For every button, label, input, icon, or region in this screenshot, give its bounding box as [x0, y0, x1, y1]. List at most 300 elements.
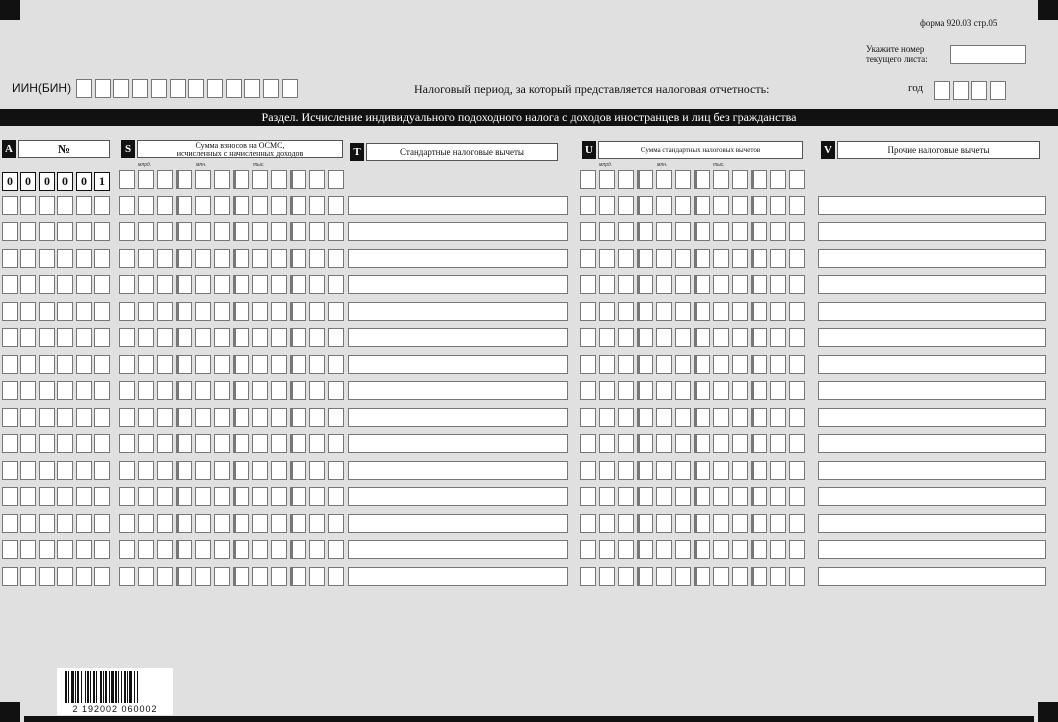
u-amount-cell[interactable] — [580, 222, 596, 241]
s-amount-cell[interactable] — [309, 275, 325, 294]
s-amount-cell[interactable] — [176, 275, 192, 294]
u-amount-cell[interactable] — [732, 408, 748, 427]
s-amount-cell[interactable] — [233, 408, 249, 427]
u-amount-cell[interactable] — [789, 328, 805, 347]
u-amount-cell[interactable] — [637, 540, 653, 559]
s-amount-cell[interactable] — [290, 249, 306, 268]
row-number-cell[interactable] — [2, 222, 18, 241]
s-amount-cell[interactable] — [233, 249, 249, 268]
u-amount-cell[interactable] — [599, 302, 615, 321]
u-amount-cell[interactable] — [637, 275, 653, 294]
s-amount-cell[interactable] — [328, 381, 344, 400]
s-amount-cell[interactable] — [176, 514, 192, 533]
row-number-cell[interactable] — [39, 222, 55, 241]
u-amount-cell[interactable] — [618, 249, 634, 268]
u-amount-cell[interactable] — [713, 249, 729, 268]
s-amount-cell[interactable] — [309, 196, 325, 215]
u-amount-cell[interactable] — [713, 355, 729, 374]
s-amount-cell[interactable] — [252, 461, 268, 480]
u-amount-cell[interactable] — [751, 275, 767, 294]
v-deduction-select[interactable] — [818, 408, 1046, 427]
s-amount-cell[interactable] — [233, 275, 249, 294]
u-amount-cell[interactable] — [580, 275, 596, 294]
u-amount-cell[interactable] — [675, 434, 691, 453]
row-number-cell[interactable] — [2, 461, 18, 480]
s-amount-cell[interactable] — [157, 222, 173, 241]
t-deduction-select[interactable] — [348, 275, 568, 294]
s-amount-cell[interactable] — [214, 408, 230, 427]
s-amount-cell[interactable] — [195, 567, 211, 586]
row-number-cell[interactable] — [76, 302, 92, 321]
row-number-cell[interactable] — [20, 302, 36, 321]
s-amount-cell[interactable] — [157, 381, 173, 400]
u-amount-cell[interactable] — [789, 170, 805, 189]
u-amount-cell[interactable] — [789, 567, 805, 586]
u-amount-cell[interactable] — [789, 196, 805, 215]
s-amount-cell[interactable] — [119, 461, 135, 480]
u-amount-cell[interactable] — [751, 434, 767, 453]
v-deduction-select[interactable] — [818, 196, 1046, 215]
u-amount-cell[interactable] — [580, 381, 596, 400]
s-amount-cell[interactable] — [271, 567, 287, 586]
u-amount-cell[interactable] — [713, 408, 729, 427]
t-deduction-select[interactable] — [348, 514, 568, 533]
row-number-cell[interactable] — [57, 487, 73, 506]
u-amount-cell[interactable] — [694, 328, 710, 347]
s-amount-cell[interactable] — [328, 302, 344, 321]
u-amount-cell[interactable] — [618, 355, 634, 374]
u-amount-cell[interactable] — [656, 355, 672, 374]
row-number-cell[interactable] — [20, 249, 36, 268]
s-amount-cell[interactable] — [119, 408, 135, 427]
u-amount-cell[interactable] — [713, 461, 729, 480]
s-amount-cell[interactable] — [309, 487, 325, 506]
t-deduction-select[interactable] — [348, 408, 568, 427]
s-amount-cell[interactable] — [233, 514, 249, 533]
u-amount-cell[interactable] — [675, 302, 691, 321]
row-number-cell[interactable] — [2, 249, 18, 268]
u-amount-cell[interactable] — [694, 567, 710, 586]
u-amount-cell[interactable] — [732, 514, 748, 533]
u-amount-cell[interactable] — [694, 514, 710, 533]
s-amount-cell[interactable] — [214, 540, 230, 559]
s-amount-cell[interactable] — [233, 487, 249, 506]
s-amount-cell[interactable] — [138, 275, 154, 294]
s-amount-cell[interactable] — [138, 408, 154, 427]
s-amount-cell[interactable] — [233, 328, 249, 347]
u-amount-cell[interactable] — [580, 170, 596, 189]
u-amount-cell[interactable] — [656, 434, 672, 453]
u-amount-cell[interactable] — [770, 328, 786, 347]
u-amount-cell[interactable] — [675, 328, 691, 347]
u-amount-cell[interactable] — [637, 408, 653, 427]
u-amount-cell[interactable] — [770, 196, 786, 215]
s-amount-cell[interactable] — [328, 275, 344, 294]
v-deduction-select[interactable] — [818, 540, 1046, 559]
u-amount-cell[interactable] — [770, 514, 786, 533]
u-amount-cell[interactable] — [656, 328, 672, 347]
s-amount-cell[interactable] — [119, 222, 135, 241]
u-amount-cell[interactable] — [713, 434, 729, 453]
s-amount-cell[interactable] — [328, 487, 344, 506]
s-amount-cell[interactable] — [309, 567, 325, 586]
s-amount-cell[interactable] — [176, 434, 192, 453]
s-amount-cell[interactable] — [195, 487, 211, 506]
s-amount-cell[interactable] — [176, 222, 192, 241]
row-number-cell[interactable] — [76, 487, 92, 506]
row-number-cell[interactable] — [57, 328, 73, 347]
u-amount-cell[interactable] — [694, 222, 710, 241]
s-amount-cell[interactable] — [309, 514, 325, 533]
s-amount-cell[interactable] — [119, 434, 135, 453]
u-amount-cell[interactable] — [751, 328, 767, 347]
s-amount-cell[interactable] — [176, 567, 192, 586]
s-amount-cell[interactable] — [271, 514, 287, 533]
u-amount-cell[interactable] — [694, 487, 710, 506]
s-amount-cell[interactable] — [138, 461, 154, 480]
s-amount-cell[interactable] — [138, 196, 154, 215]
u-amount-cell[interactable] — [732, 540, 748, 559]
iin-digit-cell[interactable] — [151, 79, 167, 98]
s-amount-cell[interactable] — [309, 302, 325, 321]
u-amount-cell[interactable] — [713, 196, 729, 215]
s-amount-cell[interactable] — [309, 328, 325, 347]
t-deduction-select[interactable] — [348, 461, 568, 480]
s-amount-cell[interactable] — [195, 249, 211, 268]
u-amount-cell[interactable] — [732, 355, 748, 374]
u-amount-cell[interactable] — [713, 567, 729, 586]
u-amount-cell[interactable] — [580, 302, 596, 321]
s-amount-cell[interactable] — [157, 328, 173, 347]
s-amount-cell[interactable] — [309, 222, 325, 241]
u-amount-cell[interactable] — [694, 196, 710, 215]
s-amount-cell[interactable] — [119, 567, 135, 586]
u-amount-cell[interactable] — [599, 196, 615, 215]
s-amount-cell[interactable] — [195, 381, 211, 400]
s-amount-cell[interactable] — [119, 302, 135, 321]
s-amount-cell[interactable] — [119, 170, 135, 189]
s-amount-cell[interactable] — [233, 461, 249, 480]
t-deduction-select[interactable] — [348, 434, 568, 453]
s-amount-cell[interactable] — [195, 408, 211, 427]
s-amount-cell[interactable] — [328, 355, 344, 374]
s-amount-cell[interactable] — [214, 275, 230, 294]
row-number-cell[interactable] — [39, 567, 55, 586]
row-number-cell[interactable] — [2, 302, 18, 321]
row-number-cell[interactable] — [94, 514, 110, 533]
s-amount-cell[interactable] — [214, 196, 230, 215]
v-deduction-select[interactable] — [818, 434, 1046, 453]
s-amount-cell[interactable] — [252, 170, 268, 189]
v-deduction-select[interactable] — [818, 487, 1046, 506]
s-amount-cell[interactable] — [290, 328, 306, 347]
row-number-cell[interactable] — [94, 275, 110, 294]
iin-digit-cell[interactable] — [113, 79, 129, 98]
row-number-cell[interactable] — [57, 249, 73, 268]
u-amount-cell[interactable] — [751, 222, 767, 241]
u-amount-cell[interactable] — [694, 275, 710, 294]
row-number-cell[interactable] — [39, 540, 55, 559]
row-number-cell[interactable] — [57, 275, 73, 294]
row-number-cell[interactable] — [94, 487, 110, 506]
s-amount-cell[interactable] — [328, 222, 344, 241]
u-amount-cell[interactable] — [656, 408, 672, 427]
row-number-cell[interactable] — [57, 540, 73, 559]
row-number-cell[interactable] — [2, 355, 18, 374]
u-amount-cell[interactable] — [637, 196, 653, 215]
row-number-cell[interactable] — [76, 222, 92, 241]
sheet-number-input[interactable] — [950, 45, 1026, 64]
u-amount-cell[interactable] — [599, 249, 615, 268]
s-amount-cell[interactable] — [214, 461, 230, 480]
row-number-cell[interactable] — [20, 196, 36, 215]
u-amount-cell[interactable] — [770, 381, 786, 400]
u-amount-cell[interactable] — [580, 196, 596, 215]
s-amount-cell[interactable] — [271, 328, 287, 347]
s-amount-cell[interactable] — [328, 461, 344, 480]
u-amount-cell[interactable] — [618, 196, 634, 215]
row-number-cell[interactable] — [94, 302, 110, 321]
u-amount-cell[interactable] — [751, 540, 767, 559]
v-deduction-select[interactable] — [818, 567, 1046, 586]
u-amount-cell[interactable] — [770, 222, 786, 241]
s-amount-cell[interactable] — [290, 540, 306, 559]
u-amount-cell[interactable] — [770, 434, 786, 453]
s-amount-cell[interactable] — [271, 540, 287, 559]
u-amount-cell[interactable] — [618, 434, 634, 453]
s-amount-cell[interactable] — [176, 355, 192, 374]
v-deduction-select[interactable] — [818, 275, 1046, 294]
s-amount-cell[interactable] — [214, 355, 230, 374]
row-number-cell[interactable] — [20, 540, 36, 559]
row-number-cell[interactable] — [57, 196, 73, 215]
t-deduction-select[interactable] — [348, 540, 568, 559]
row-number-cell[interactable] — [57, 408, 73, 427]
row-number-cell[interactable] — [39, 302, 55, 321]
u-amount-cell[interactable] — [656, 567, 672, 586]
u-amount-cell[interactable] — [675, 222, 691, 241]
t-deduction-select[interactable] — [348, 222, 568, 241]
iin-digit-cell[interactable] — [170, 79, 186, 98]
u-amount-cell[interactable] — [694, 408, 710, 427]
s-amount-cell[interactable] — [328, 540, 344, 559]
u-amount-cell[interactable] — [599, 461, 615, 480]
s-amount-cell[interactable] — [195, 222, 211, 241]
row-number-cell[interactable] — [76, 540, 92, 559]
row-number-cell[interactable] — [2, 381, 18, 400]
u-amount-cell[interactable] — [618, 170, 634, 189]
u-amount-cell[interactable] — [599, 170, 615, 189]
s-amount-cell[interactable] — [233, 222, 249, 241]
u-amount-cell[interactable] — [675, 461, 691, 480]
s-amount-cell[interactable] — [119, 540, 135, 559]
t-deduction-select[interactable] — [348, 249, 568, 268]
u-amount-cell[interactable] — [675, 355, 691, 374]
u-amount-cell[interactable] — [599, 487, 615, 506]
s-amount-cell[interactable] — [233, 381, 249, 400]
u-amount-cell[interactable] — [770, 275, 786, 294]
year-digit-cell[interactable] — [934, 81, 950, 100]
row-number-cell[interactable] — [2, 567, 18, 586]
u-amount-cell[interactable] — [732, 222, 748, 241]
u-amount-cell[interactable] — [580, 328, 596, 347]
s-amount-cell[interactable] — [233, 196, 249, 215]
u-amount-cell[interactable] — [599, 328, 615, 347]
row-number-cell[interactable] — [76, 381, 92, 400]
u-amount-cell[interactable] — [751, 196, 767, 215]
s-amount-cell[interactable] — [328, 170, 344, 189]
u-amount-cell[interactable] — [618, 302, 634, 321]
s-amount-cell[interactable] — [195, 275, 211, 294]
row-number-cell[interactable] — [2, 328, 18, 347]
s-amount-cell[interactable] — [233, 170, 249, 189]
v-deduction-select[interactable] — [818, 222, 1046, 241]
u-amount-cell[interactable] — [618, 222, 634, 241]
u-amount-cell[interactable] — [637, 222, 653, 241]
u-amount-cell[interactable] — [637, 514, 653, 533]
row-number-cell[interactable] — [39, 461, 55, 480]
u-amount-cell[interactable] — [751, 302, 767, 321]
s-amount-cell[interactable] — [138, 170, 154, 189]
row-number-cell[interactable] — [20, 355, 36, 374]
u-amount-cell[interactable] — [675, 514, 691, 533]
iin-digit-cell[interactable] — [263, 79, 279, 98]
iin-digit-cell[interactable] — [226, 79, 242, 98]
row-number-cell[interactable] — [39, 514, 55, 533]
s-amount-cell[interactable] — [233, 355, 249, 374]
row-number-cell[interactable] — [94, 355, 110, 374]
s-amount-cell[interactable] — [214, 567, 230, 586]
row-number-cell[interactable] — [57, 461, 73, 480]
u-amount-cell[interactable] — [732, 170, 748, 189]
u-amount-cell[interactable] — [656, 170, 672, 189]
s-amount-cell[interactable] — [309, 408, 325, 427]
u-amount-cell[interactable] — [656, 514, 672, 533]
s-amount-cell[interactable] — [176, 302, 192, 321]
row-number-cell[interactable] — [57, 355, 73, 374]
s-amount-cell[interactable] — [233, 434, 249, 453]
row-number-cell[interactable] — [57, 222, 73, 241]
v-deduction-select[interactable] — [818, 461, 1046, 480]
u-amount-cell[interactable] — [732, 567, 748, 586]
u-amount-cell[interactable] — [751, 381, 767, 400]
s-amount-cell[interactable] — [252, 355, 268, 374]
s-amount-cell[interactable] — [290, 434, 306, 453]
s-amount-cell[interactable] — [271, 302, 287, 321]
u-amount-cell[interactable] — [675, 275, 691, 294]
u-amount-cell[interactable] — [618, 461, 634, 480]
u-amount-cell[interactable] — [656, 196, 672, 215]
u-amount-cell[interactable] — [732, 434, 748, 453]
u-amount-cell[interactable] — [732, 381, 748, 400]
u-amount-cell[interactable] — [656, 249, 672, 268]
s-amount-cell[interactable] — [309, 381, 325, 400]
s-amount-cell[interactable] — [252, 434, 268, 453]
s-amount-cell[interactable] — [309, 170, 325, 189]
s-amount-cell[interactable] — [157, 567, 173, 586]
u-amount-cell[interactable] — [789, 434, 805, 453]
u-amount-cell[interactable] — [580, 514, 596, 533]
u-amount-cell[interactable] — [637, 567, 653, 586]
row-number-cell[interactable] — [57, 302, 73, 321]
s-amount-cell[interactable] — [252, 196, 268, 215]
u-amount-cell[interactable] — [732, 487, 748, 506]
s-amount-cell[interactable] — [157, 408, 173, 427]
s-amount-cell[interactable] — [252, 302, 268, 321]
u-amount-cell[interactable] — [675, 170, 691, 189]
s-amount-cell[interactable] — [309, 355, 325, 374]
s-amount-cell[interactable] — [176, 196, 192, 215]
u-amount-cell[interactable] — [656, 381, 672, 400]
row-number-cell[interactable] — [76, 514, 92, 533]
s-amount-cell[interactable] — [271, 408, 287, 427]
u-amount-cell[interactable] — [599, 355, 615, 374]
s-amount-cell[interactable] — [328, 514, 344, 533]
row-number-cell[interactable] — [20, 408, 36, 427]
s-amount-cell[interactable] — [138, 355, 154, 374]
s-amount-cell[interactable] — [157, 275, 173, 294]
u-amount-cell[interactable] — [789, 408, 805, 427]
s-amount-cell[interactable] — [157, 196, 173, 215]
u-amount-cell[interactable] — [656, 222, 672, 241]
s-amount-cell[interactable] — [176, 408, 192, 427]
s-amount-cell[interactable] — [290, 170, 306, 189]
u-amount-cell[interactable] — [618, 487, 634, 506]
s-amount-cell[interactable] — [271, 196, 287, 215]
s-amount-cell[interactable] — [290, 487, 306, 506]
row-number-cell[interactable] — [20, 461, 36, 480]
row-number-cell[interactable] — [2, 514, 18, 533]
u-amount-cell[interactable] — [751, 355, 767, 374]
row-number-cell[interactable] — [94, 567, 110, 586]
u-amount-cell[interactable] — [770, 567, 786, 586]
s-amount-cell[interactable] — [233, 302, 249, 321]
u-amount-cell[interactable] — [770, 249, 786, 268]
t-deduction-select[interactable] — [348, 328, 568, 347]
v-deduction-select[interactable] — [818, 328, 1046, 347]
row-number-cell[interactable] — [76, 434, 92, 453]
u-amount-cell[interactable] — [599, 434, 615, 453]
s-amount-cell[interactable] — [271, 355, 287, 374]
u-amount-cell[interactable] — [656, 487, 672, 506]
s-amount-cell[interactable] — [328, 567, 344, 586]
row-number-cell[interactable] — [20, 381, 36, 400]
row-number-cell[interactable] — [39, 434, 55, 453]
u-amount-cell[interactable] — [770, 461, 786, 480]
row-number-cell[interactable] — [20, 222, 36, 241]
u-amount-cell[interactable] — [751, 487, 767, 506]
s-amount-cell[interactable] — [252, 275, 268, 294]
t-deduction-select[interactable] — [348, 487, 568, 506]
s-amount-cell[interactable] — [271, 461, 287, 480]
s-amount-cell[interactable] — [233, 540, 249, 559]
s-amount-cell[interactable] — [271, 275, 287, 294]
u-amount-cell[interactable] — [656, 302, 672, 321]
iin-digit-cell[interactable] — [207, 79, 223, 98]
u-amount-cell[interactable] — [580, 408, 596, 427]
u-amount-cell[interactable] — [751, 408, 767, 427]
s-amount-cell[interactable] — [157, 514, 173, 533]
u-amount-cell[interactable] — [694, 461, 710, 480]
s-amount-cell[interactable] — [271, 222, 287, 241]
s-amount-cell[interactable] — [157, 355, 173, 374]
row-number-cell[interactable] — [94, 434, 110, 453]
v-deduction-select[interactable] — [818, 514, 1046, 533]
s-amount-cell[interactable] — [328, 328, 344, 347]
u-amount-cell[interactable] — [580, 434, 596, 453]
s-amount-cell[interactable] — [290, 196, 306, 215]
u-amount-cell[interactable] — [618, 540, 634, 559]
